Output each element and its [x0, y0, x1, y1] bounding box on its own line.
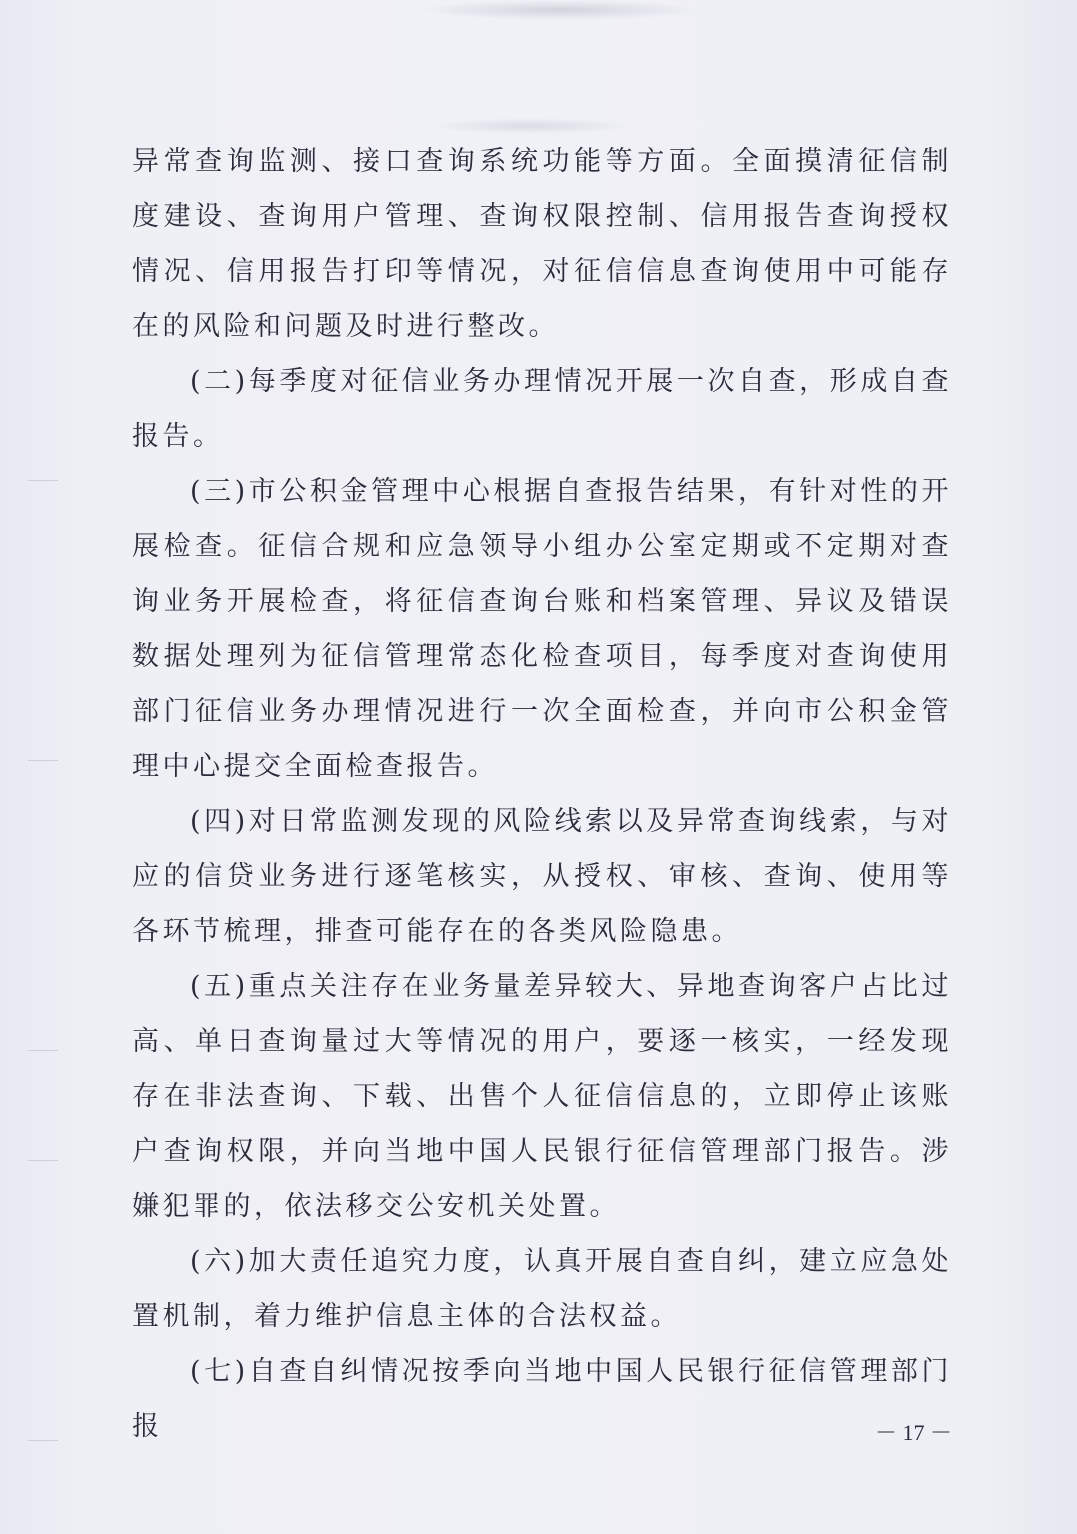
scan-bleed-through	[420, 0, 700, 20]
paragraph-item-3: (三)市公积金管理中心根据自查报告结果，有针对性的开展检查。征信合规和应急领导小组办公室定期或不定期对查询业务开展检查，将征信查询台账和档案管理、异议及错误数据处理列为征信管理常态化检查项目，每季度对查询使用部门征信业务办理情况进行一次全面检查，并向市公积金管理中心提交全面检查报告。	[132, 476, 952, 782]
body-text	[132, 134, 952, 1454]
paragraph-item-4: (四)对日常监测发现的风险线索以及异常查询线索，与对应的信贷业务进行逐笔核实，从授权、审核、查询、使用等各环节梳理，排查可能存在的各类风险隐患。	[132, 806, 952, 947]
paragraph-item-2: (二)每季度对征信业务办理情况开展一次自查，形成自查报告。	[132, 366, 952, 452]
paragraph-item-5: (五)重点关注存在业务量差异较大、异地查询客户占比过高、单日查询量过大等情况的用户，要逐一核实，一经发现存在非法查询、下载、出售个人征信信息的，立即停止该账户查询权限，并向当地中国人民银行征信管理部门报告。涉嫌犯罪的，依法移交公安机关处置。	[132, 971, 952, 1222]
paragraph-item-7: (七)自查自纠情况按季向当地中国人民银行征信管理部门报	[132, 1356, 952, 1442]
scan-edge-mark	[28, 1440, 58, 1441]
scan-edge-mark	[28, 1160, 58, 1161]
scan-edge-mark	[28, 760, 58, 761]
paragraph-item-6: (六)加大责任追究力度，认真开展自查自纠，建立应急处置机制，着力维护信息主体的合法权益。	[132, 1246, 952, 1332]
paragraph-continuation: 异常查询监测、接口查询系统功能等方面。全面摸清征信制度建设、查询用户管理、查询权限控制、信用报告查询授权情况、信用报告打印等情况，对征信信息查询使用中可能存在的风险和问题及时进行整改。	[132, 146, 952, 342]
page-number: － 17 －	[874, 1420, 952, 1445]
scan-edge-mark	[28, 1050, 58, 1051]
scan-bleed-through-2	[430, 118, 630, 134]
scan-edge-mark	[28, 480, 58, 481]
